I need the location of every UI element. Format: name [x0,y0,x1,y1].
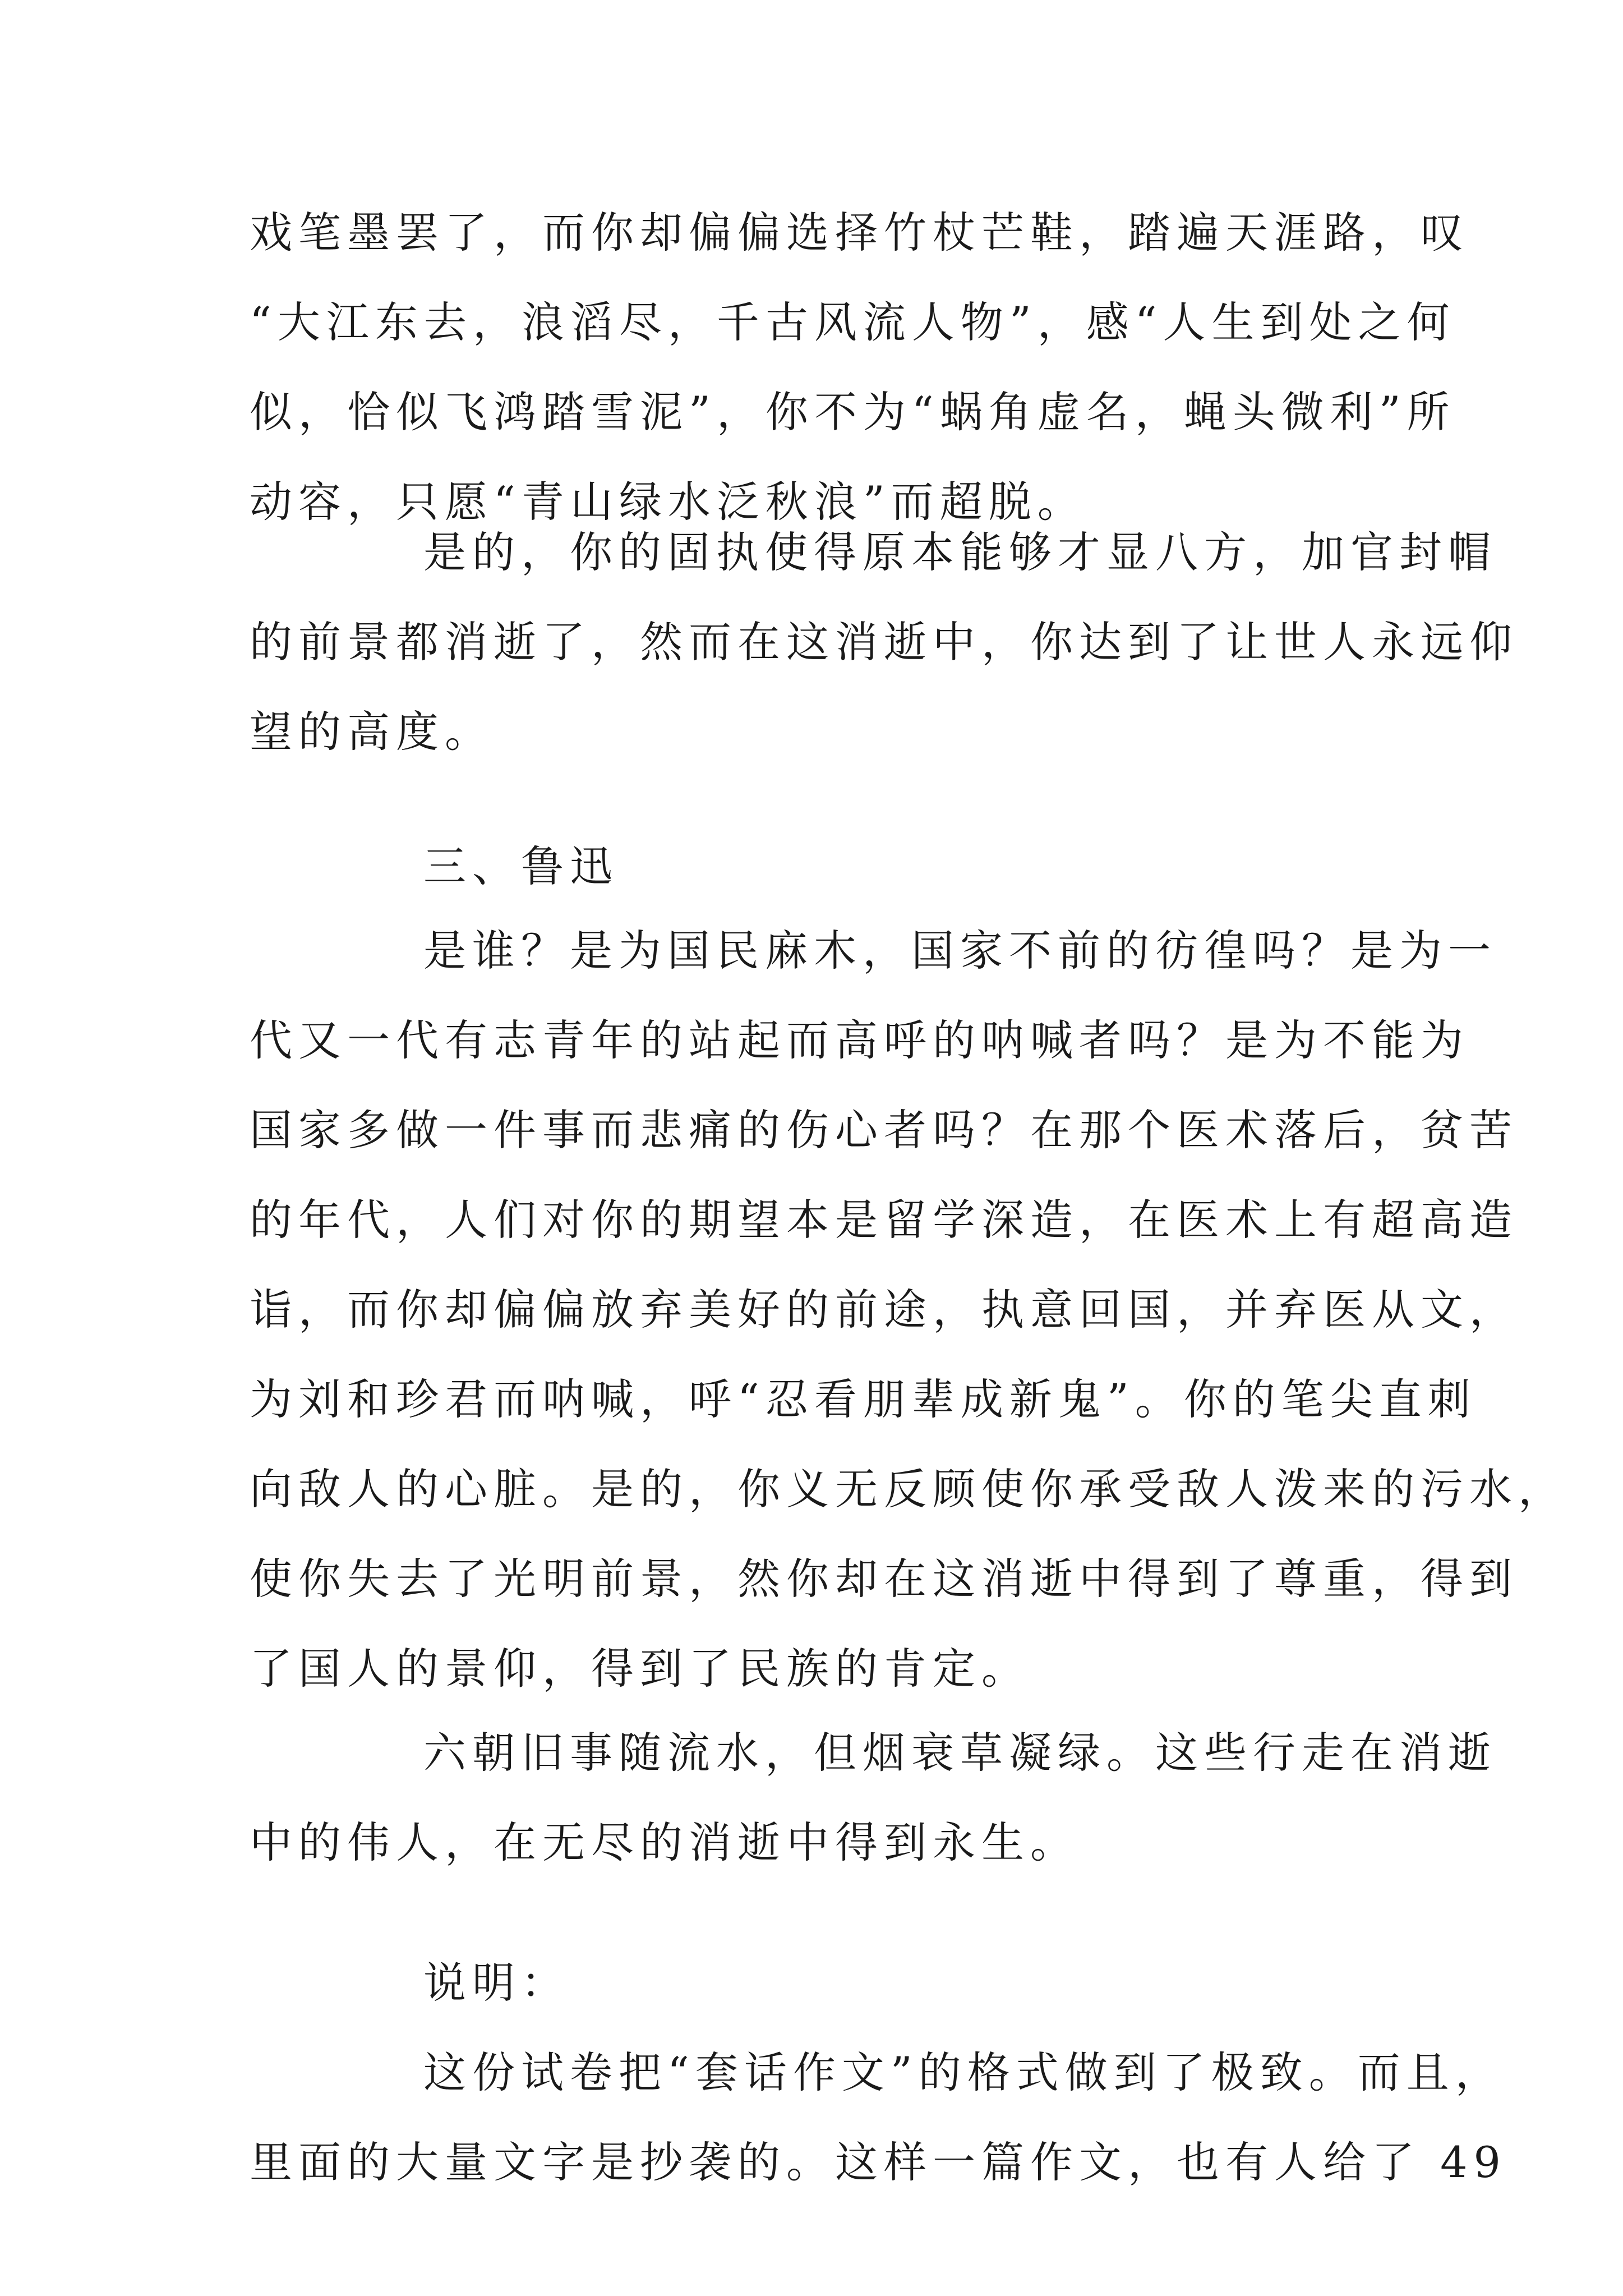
paragraph-line: 戏笔墨罢了，而你却偏偏选择竹杖芒鞋，踏遍天涯路，叹 [250,208,1469,257]
paragraph-line: 似，恰似飞鸿踏雪泥”，你不为“蜗角虚名，蝇头微利”所 [250,387,1456,437]
paragraph-line: 了国人的景仰，得到了民族的肯定。 [250,1644,1030,1694]
paragraph-line: 里面的大量文字是抄袭的。这样一篇作文，也有人给了 49 [250,2137,1507,2187]
paragraph-line: 中的伟人，在无尽的消逝中得到永生。 [250,1818,1079,1867]
paragraph-line: 诣，而你却偏偏放弃美好的前途，执意回国，并弃医从文， [250,1285,1518,1335]
paragraph-line: 是的，你的固执使得原本能够才显八方，加官封帽 [423,527,1497,577]
section-heading: 三、鲁迅 [423,841,619,891]
paragraph-line: 代又一代有志青年的站起而高呼的呐喊者吗？是为不能为 [250,1015,1469,1065]
paragraph-line: 六朝旧事随流水，但烟衰草凝绿。这些行走在消逝 [423,1728,1497,1778]
paragraph-line: 向敌人的心脏。是的，你义无反顾使你承受敌人泼来的污水， [250,1464,1567,1514]
paragraph-line: 望的高度。 [250,707,494,757]
paragraph-line: 这份试卷把“套话作文”的格式做到了极致。而且， [423,2047,1504,2097]
note-heading: 说明： [423,1958,570,2008]
paragraph-line: 是谁？是为国民麻木，国家不前的彷徨吗？是为一 [423,926,1497,976]
paragraph-line: 使你失去了光明前景，然你却在这消逝中得到了尊重，得到 [250,1554,1518,1604]
paragraph-line: 为刘和珍君而呐喊，呼“忍看朋辈成新鬼”。你的笔尖直刺 [250,1374,1477,1424]
paragraph-line: 国家多做一件事而悲痛的伤心者吗？在那个医术落后，贫苦 [250,1105,1518,1155]
paragraph-line: “大江东去，浪滔尽，千古风流人物”，感“人生到处之何 [250,297,1456,347]
paragraph-line: 的年代，人们对你的期望本是留学深造，在医术上有超高造 [250,1195,1518,1245]
paragraph-line: 的前景都消逝了，然而在这消逝中，你达到了让世人永远仰 [250,617,1518,667]
paragraph-line: 动容，只愿“青山绿水泛秋浪”而超脱。 [250,477,1086,527]
